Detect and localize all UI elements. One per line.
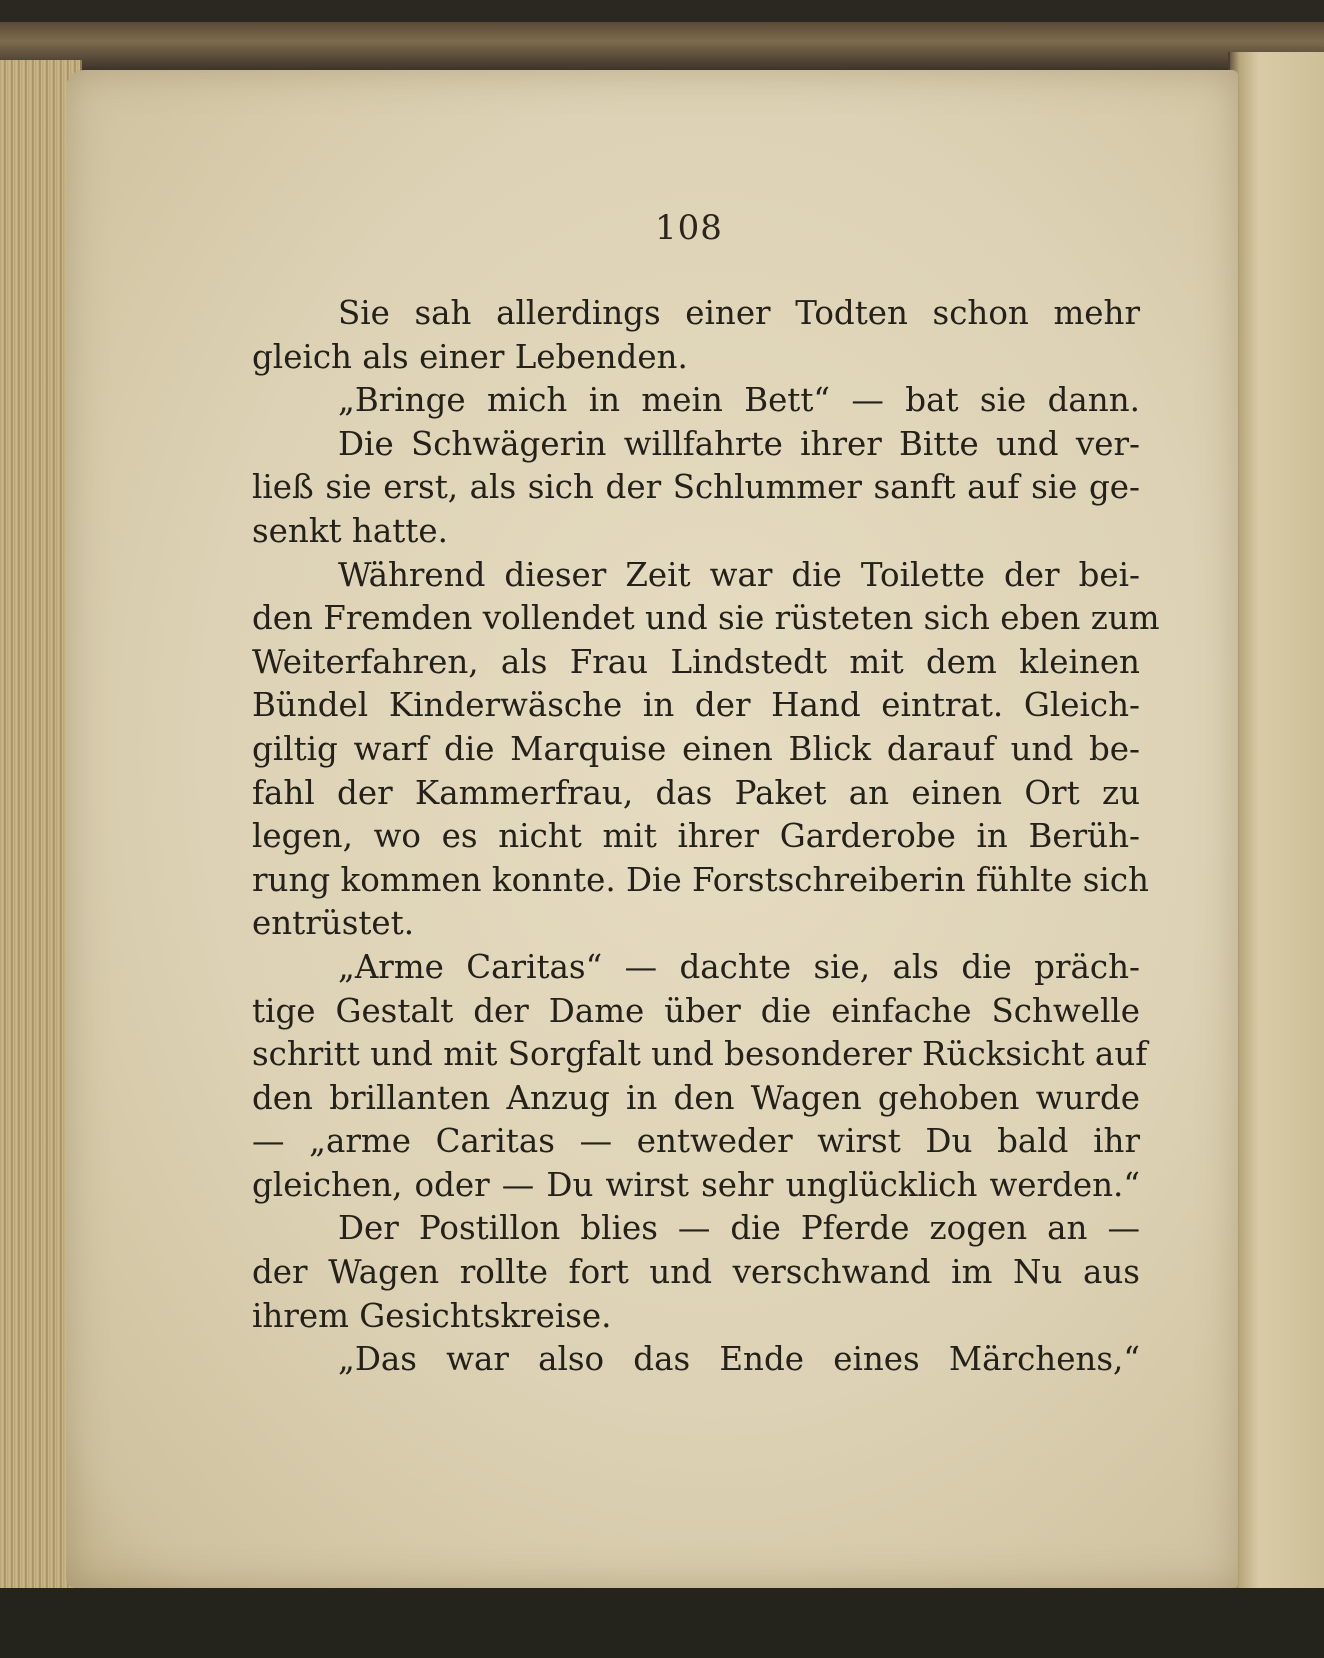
text-line: gleich als einer Lebenden.: [252, 337, 688, 376]
text-line: giltig warf die Marquise einen Blick darauf und be-: [252, 729, 1140, 768]
text-line: tige Gestalt der Dame über die einfache Schwelle: [252, 991, 1140, 1030]
text-line: — „arme Caritas — entweder wirst Du bald ihr: [252, 1122, 1140, 1161]
text-line: ihrem Gesichtskreise.: [252, 1296, 612, 1335]
page-text: [252, 292, 1160, 1382]
text-line: den Fremden vollendet und sie rüsteten sich eben zum: [252, 599, 1160, 638]
text-line: Weiterfahren, als Frau Lindstedt mit dem kleinen: [252, 642, 1140, 681]
text-line: gleichen, oder — Du wirst sehr unglücklich werden.“: [252, 1165, 1140, 1204]
text-line: Die Schwägerin willfahrte ihrer Bitte und ver-: [338, 424, 1140, 463]
text-line: „Arme Caritas“ — dachte sie, als die präch-: [338, 947, 1140, 986]
text-line: senkt hatte.: [252, 511, 448, 550]
page-number: 108: [655, 208, 723, 248]
text-line: ließ sie erst, als sich der Schlummer sanft auf sie ge-: [252, 468, 1140, 507]
text-line: entrüstet.: [252, 904, 415, 943]
text-line: schritt und mit Sorgfalt und besonderer Rücksicht auf: [252, 1035, 1148, 1074]
text-line: Der Postillon blies — die Pferde zogen an —: [338, 1209, 1140, 1248]
text-line: „Das war also das Ende eines Märchens,“: [338, 1340, 1140, 1379]
text-line: den brillanten Anzug in den Wagen gehoben wurde: [252, 1078, 1140, 1117]
text-line: der Wagen rollte fort und verschwand im Nu aus: [252, 1253, 1140, 1292]
facing-page-edge: [1228, 52, 1324, 1588]
bottom-background: [0, 1588, 1324, 1658]
text-line: „Bringe mich in mein Bett“ — bat sie dann.: [338, 381, 1140, 420]
text-line: rung kommen konnte. Die Forstschreiberin fühlte sich: [252, 860, 1149, 899]
text-line: Während dieser Zeit war die Toilette der bei-: [338, 555, 1140, 594]
text-line: fahl der Kammerfrau, das Paket an einen Ort zu: [252, 773, 1140, 812]
book-binding-top: [0, 22, 1324, 70]
text-line: Sie sah allerdings einer Todten schon mehr: [338, 294, 1140, 332]
text-line: legen, wo es nicht mit ihrer Garderobe in Berüh-: [252, 817, 1140, 856]
text-line: Bündel Kinderwäsche in der Hand eintrat. Gleich-: [252, 686, 1140, 725]
